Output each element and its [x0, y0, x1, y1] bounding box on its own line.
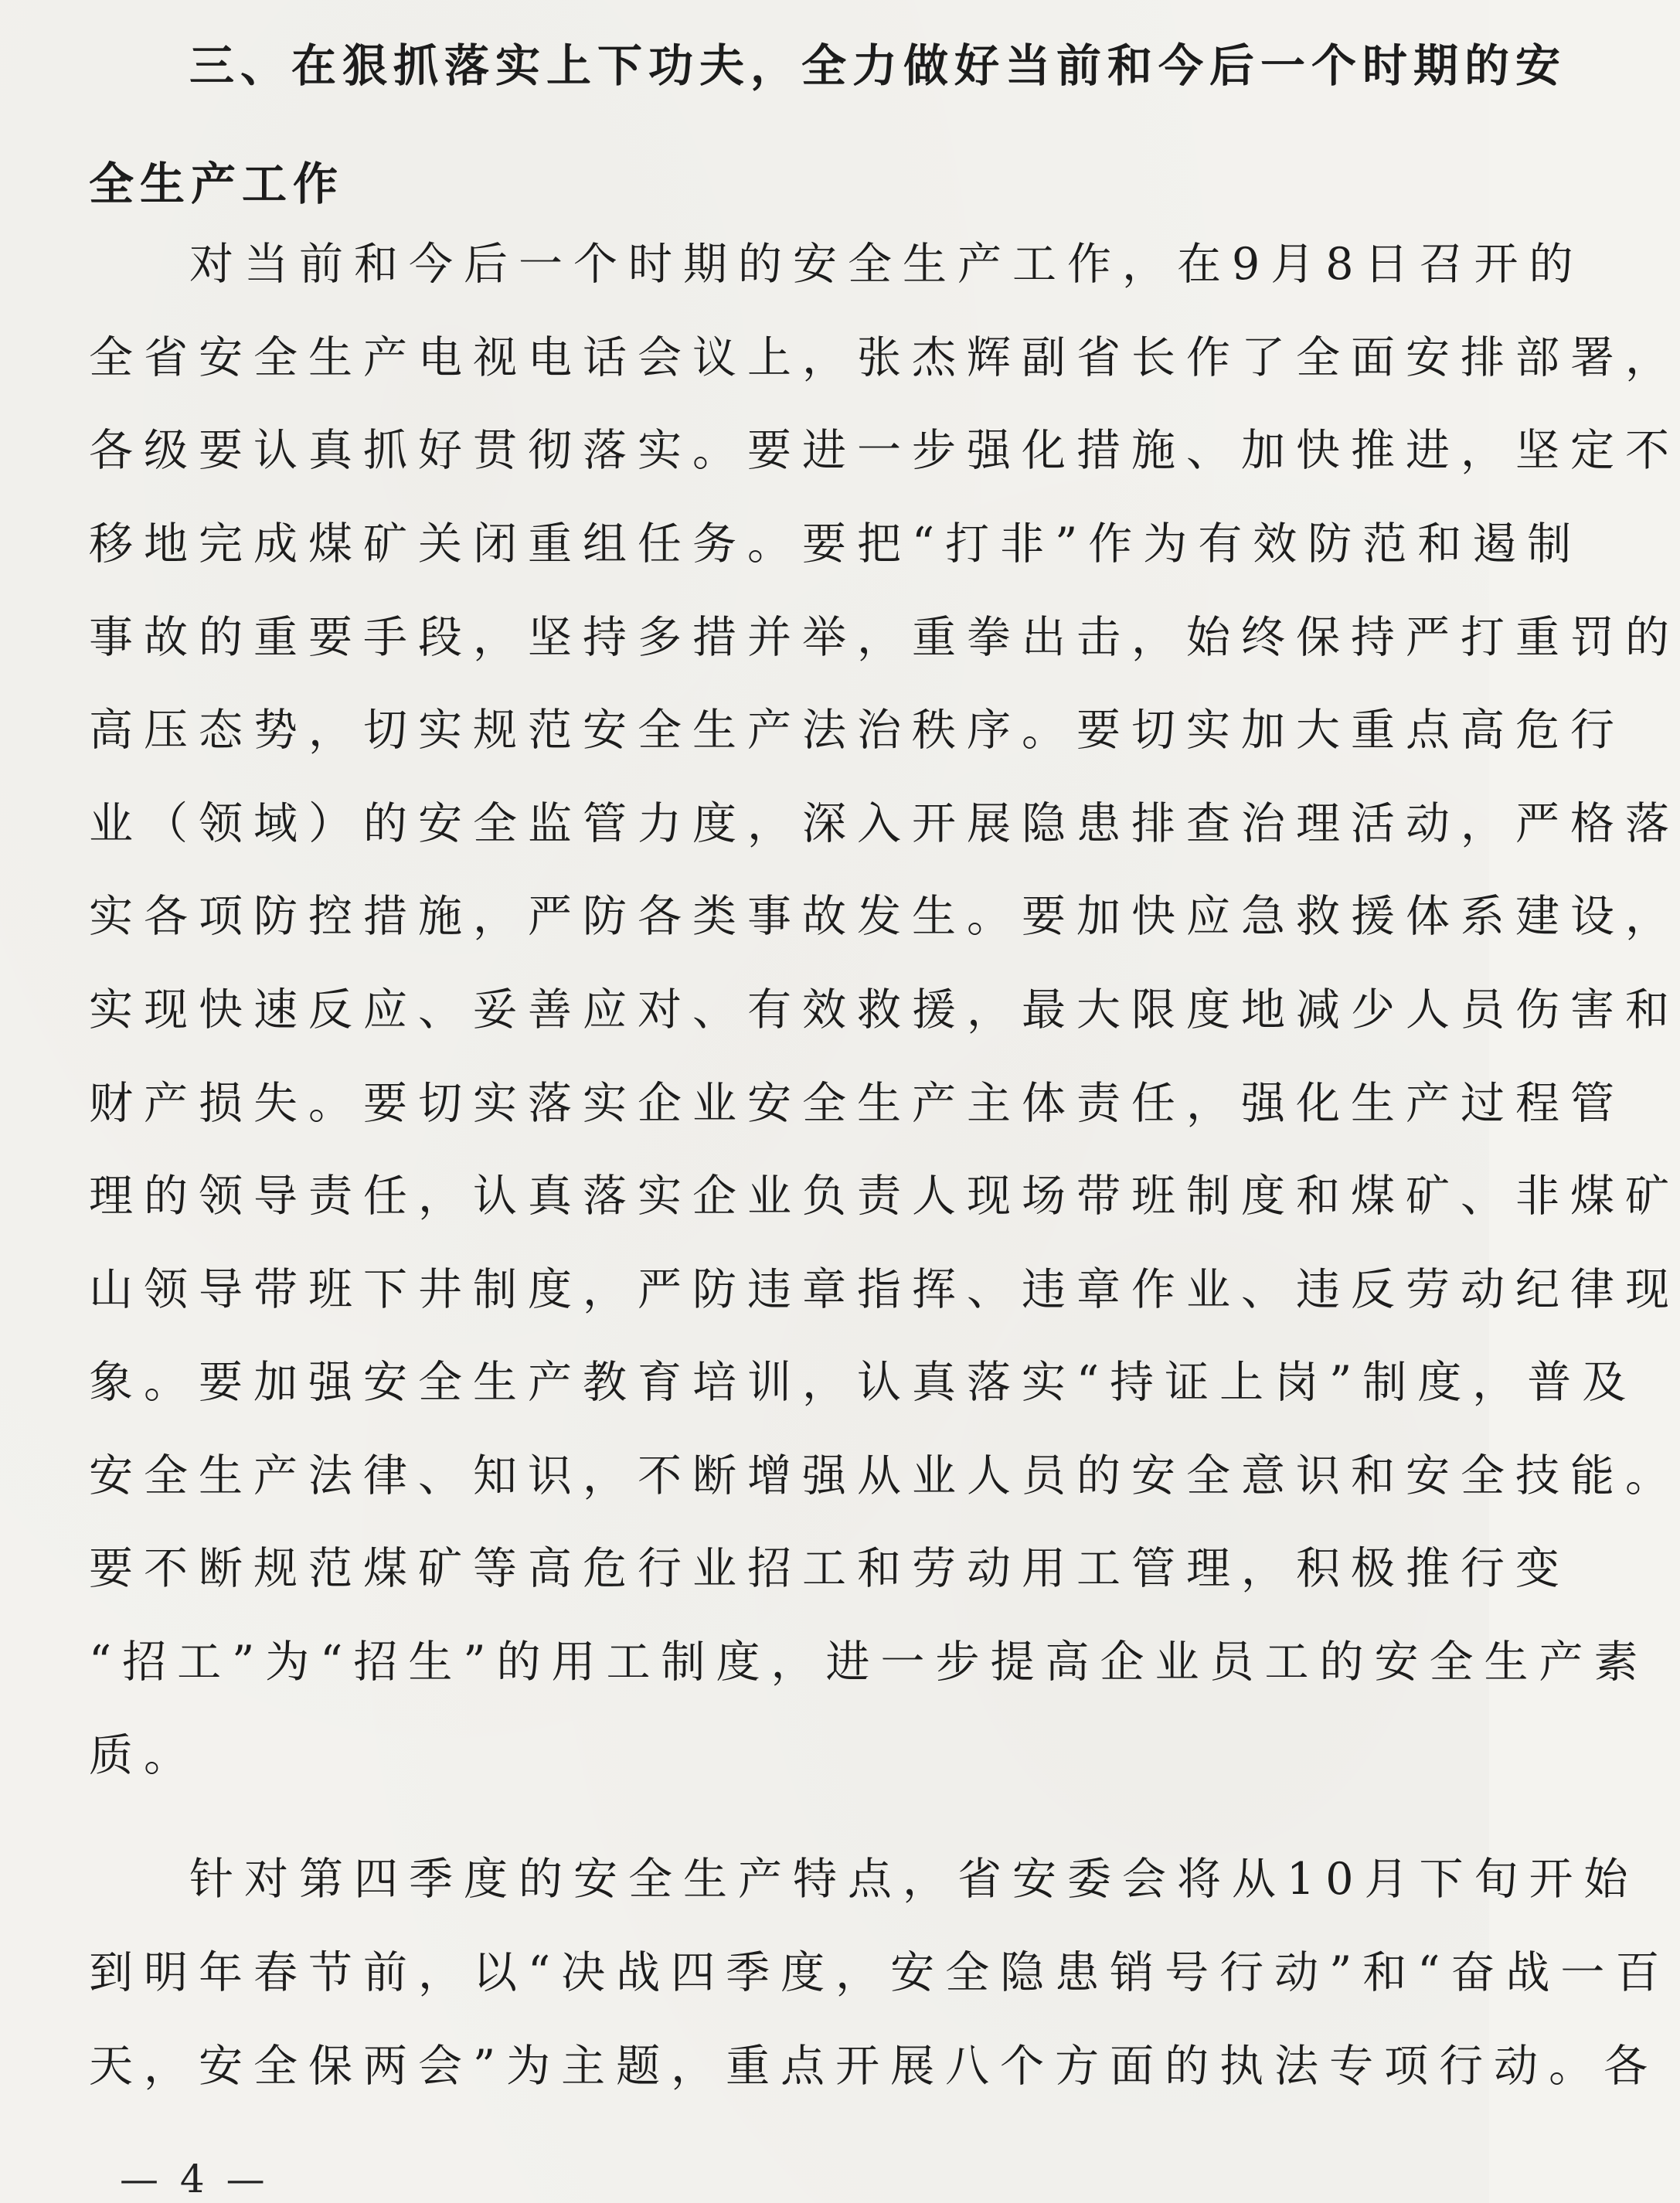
paragraph-1-line-8: 实各项防控措施，严防各类事故发生。要加快应急救援体系建设， — [89, 891, 1680, 942]
paragraph-1-line-12: 山领导带班下井制度，严防违章指挥、违章作业、违反劳动纪律现 — [89, 1264, 1680, 1315]
paragraph-1-line-6: 高压态势，切实规范安全生产法治秩序。要切实加大重点高危行 — [89, 705, 1625, 756]
paragraph-2-line-3: 天，安全保两会”为主题，重点开展八个方面的执法专项行动。各 — [89, 2041, 1659, 2092]
paragraph-1-line-9: 实现快速反应、妥善应对、有效救援，最大限度地减少人员伤害和 — [89, 984, 1680, 1035]
section-heading-line-2: 全生产工作 — [89, 158, 345, 210]
section-heading-line-1: 三、在狠抓落实上下功夫，全力做好当前和今后一个时期的安 — [189, 39, 1567, 92]
paragraph-1-line-4: 移地完成煤矿关闭重组任务。要把“打非”作为有效防范和遏制 — [89, 518, 1583, 569]
paragraph-1-line-17: 质。 — [89, 1730, 199, 1781]
page-number: — 4 — — [120, 2157, 270, 2201]
paragraph-1-line-14: 安全生产法律、知识，不断增强从业人员的安全意识和安全技能。 — [89, 1450, 1680, 1501]
paragraph-1-line-15: 要不断规范煤矿等高危行业招工和劳动用工管理，积极推行变 — [89, 1543, 1570, 1594]
paragraph-1-line-13: 象。要加强安全生产教育培训，认真落实“持证上岗”制度，普及 — [89, 1357, 1637, 1408]
paragraph-1-line-2: 全省安全生产电视电话会议上，张杰辉副省长作了全面安排部署， — [89, 332, 1680, 383]
paragraph-1-line-3: 各级要认真抓好贯彻落实。要进一步强化措施、加快推进，坚定不 — [89, 425, 1680, 476]
paragraph-2-line-1: 针对第四季度的安全生产特点，省安委会将从10月下旬开始 — [189, 1854, 1639, 1905]
paragraph-1-line-16: “招工”为“招生”的用工制度，进一步提高企业员工的安全生产素 — [89, 1637, 1649, 1688]
paragraph-1-line-1: 对当前和今后一个时期的安全生产工作，在9月8日召开的 — [189, 239, 1584, 290]
paragraph-1-line-7: 业（领域）的安全监管力度，深入开展隐患排查治理活动，严格落 — [89, 798, 1680, 849]
paragraph-2-line-2: 到明年春节前，以“决战四季度，安全隐患销号行动”和“奋战一百 — [89, 1947, 1671, 1998]
paragraph-1-line-11: 理的领导责任，认真落实企业负责人现场带班制度和煤矿、非煤矿 — [89, 1171, 1680, 1222]
paragraph-1-line-10: 财产损失。要切实落实企业安全生产主体责任，强化生产过程管 — [89, 1078, 1625, 1129]
paragraph-1-line-5: 事故的重要手段，坚持多措并举，重拳出击，始终保持严打重罚的 — [89, 612, 1680, 663]
